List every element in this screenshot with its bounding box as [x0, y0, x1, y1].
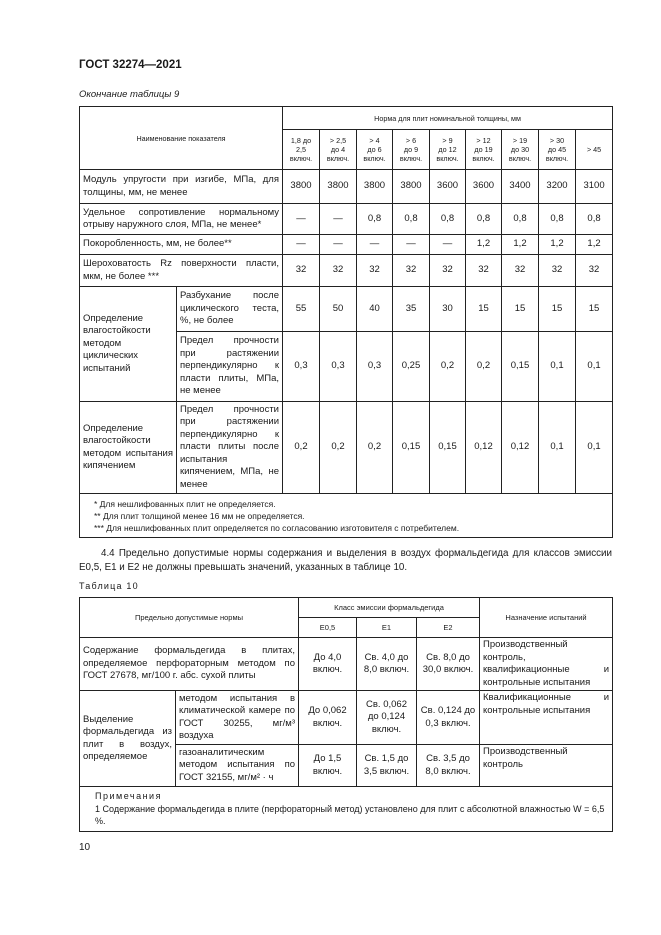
table-row: [80, 204, 613, 235]
document-header: ГОСТ 32274—2021: [79, 59, 182, 71]
cell-value: Св. 1,5 до 3,5 включ.: [357, 745, 417, 787]
notes-title: Примечания: [95, 791, 162, 801]
row-label: Покоробленность, мм, не более**: [80, 235, 283, 255]
section-paragraph: 4.4 Предельно допустимые нормы содержания и выделения в воздух формальдегида для классов эмиссии Е0,5, Е1 и Е2 не должны превышать значений, указанных в таблице 10.: [79, 548, 612, 573]
col-header-thickness: 1,8 до 2,5 включ.: [283, 130, 320, 170]
cell-value: 32: [430, 255, 466, 287]
cell-value: 40: [357, 287, 393, 332]
cell-value: 0,1: [539, 332, 576, 402]
group-label: Определение влагостойкости методом испытания кипячением: [80, 402, 177, 494]
cell-value: 0,2: [430, 332, 466, 402]
cell-value: 1,2: [466, 235, 502, 255]
group-label: Определение влагостойкости методом циклических испытаний: [80, 287, 177, 402]
cell-value: 3600: [430, 170, 466, 204]
row-label: Разбухание после циклического теста, %, не более: [177, 287, 283, 332]
table-row: [80, 402, 613, 494]
cell-value: 3600: [466, 170, 502, 204]
cell-value: 32: [502, 255, 539, 287]
cell-value: 32: [576, 255, 613, 287]
cell-value: 3800: [357, 170, 393, 204]
cell-value: 32: [393, 255, 430, 287]
cell-value: Св. 4,0 до 8,0 включ.: [357, 638, 417, 691]
row-label: Предел прочности при растяжении перпендикулярно к пласти плиты, МПа, не менее: [177, 332, 283, 402]
group-label: Выделение формальдегида из плит в воздух, определяемое: [80, 691, 176, 787]
table-row: [80, 638, 613, 691]
table-row: [80, 287, 613, 332]
cell-value: 0,8: [466, 204, 502, 235]
table-row: [80, 170, 613, 204]
cell-value: 0,1: [539, 402, 576, 494]
cell-value: —: [393, 235, 430, 255]
cell-value: —: [283, 235, 320, 255]
cell-value: 3400: [502, 170, 539, 204]
row-label: Шероховатость Rz поверхности пласти, мкм, не более ***: [80, 255, 283, 287]
cell-value: 3200: [539, 170, 576, 204]
row-label: Удельное сопротивление нормальному отрыву наружного слоя, МПа, не менее*: [80, 204, 283, 235]
cell-value: 0,2: [320, 402, 357, 494]
cell-value: 0,3: [320, 332, 357, 402]
col-header-class: Е0,5: [299, 618, 357, 638]
cell-value: 32: [283, 255, 320, 287]
cell-value: 0,15: [430, 402, 466, 494]
footnote: *** Для нешлифованных плит определяется по согласованию изготовителя с потребителем.: [94, 522, 460, 533]
cell-value: 0,15: [502, 332, 539, 402]
cell-value: 1,2: [539, 235, 576, 255]
cell-value: 3800: [320, 170, 357, 204]
cell-value: —: [320, 204, 357, 235]
col-header-class: Е1: [357, 618, 417, 638]
col-header-thickness: > 6 до 9 включ.: [393, 130, 430, 170]
col-header-thickness: > 30 до 45 включ.: [539, 130, 576, 170]
cell-value: —: [357, 235, 393, 255]
cell-value: Св. 0,124 до 0,3 включ.: [417, 691, 480, 745]
cell-value: 3100: [576, 170, 613, 204]
row-label: газоаналитическим методом испытания по ГОСТ 32155, мг/м² · ч: [176, 745, 299, 787]
purpose-cell: Производственный контроль: [480, 745, 613, 787]
cell-value: 1,2: [502, 235, 539, 255]
cell-value: До 1,5 включ.: [299, 745, 357, 787]
col-header-class: Е2: [417, 618, 480, 638]
col-header-norm-group: Норма для плит номинальной толщины, мм: [283, 107, 613, 130]
cell-value: 15: [539, 287, 576, 332]
row-label: методом испытания в климатической камере по ГОСТ 30255, мг/м³ воздуха: [176, 691, 299, 745]
table10-notes: [80, 787, 613, 832]
cell-value: 15: [502, 287, 539, 332]
cell-value: 0,8: [539, 204, 576, 235]
footnote: * Для нешлифованных плит не определяется.: [94, 498, 276, 509]
col-header-thickness: > 12 до 19 включ.: [466, 130, 502, 170]
cell-value: 55: [283, 287, 320, 332]
cell-value: 0,2: [283, 402, 320, 494]
col-header-class-group: Класс эмиссии формальдегида: [299, 598, 480, 618]
cell-value: 32: [320, 255, 357, 287]
cell-value: До 0,062 включ.: [299, 691, 357, 745]
cell-value: 0,3: [357, 332, 393, 402]
cell-value: 35: [393, 287, 430, 332]
cell-value: 1,2: [576, 235, 613, 255]
cell-value: 0,8: [576, 204, 613, 235]
cell-value: 32: [539, 255, 576, 287]
cell-value: Св. 3,5 до 8,0 включ.: [417, 745, 480, 787]
cell-value: 0,2: [466, 332, 502, 402]
col-header-norms: Предельно допустимые нормы: [80, 598, 299, 638]
cell-value: 0,25: [393, 332, 430, 402]
table-10: [79, 597, 613, 832]
cell-value: Св. 8,0 до 30,0 включ.: [417, 638, 480, 691]
purpose-cell: Производственный контроль, квалификационные и контрольные испытания: [480, 638, 613, 691]
table9-notes: [80, 494, 613, 538]
cell-value: 3800: [283, 170, 320, 204]
cell-value: 0,1: [576, 332, 613, 402]
cell-value: 0,1: [576, 402, 613, 494]
cell-value: 3800: [393, 170, 430, 204]
cell-value: 0,8: [430, 204, 466, 235]
cell-value: —: [430, 235, 466, 255]
cell-value: 0,8: [357, 204, 393, 235]
cell-value: 32: [466, 255, 502, 287]
table-row: [80, 235, 613, 255]
col-header-thickness: > 9 до 12 включ.: [430, 130, 466, 170]
purpose-cell: Квалификационные и контрольные испытания: [480, 691, 613, 745]
col-header-thickness: > 4 до 6 включ.: [357, 130, 393, 170]
cell-value: 32: [357, 255, 393, 287]
col-header-thickness: > 45: [576, 130, 613, 170]
row-label: Модуль упругости при изгибе, МПа, для толщины, мм, не менее: [80, 170, 283, 204]
note-item: 1 Содержание формальдегида в плите (перфораторный метод) установлено для плит с абсолютной влажностью W = 6,5 %.: [95, 803, 605, 826]
col-header-thickness: > 19 до 30 включ.: [502, 130, 539, 170]
cell-value: 0,2: [357, 402, 393, 494]
cell-value: 0,3: [283, 332, 320, 402]
cell-value: 50: [320, 287, 357, 332]
cell-value: 0,8: [393, 204, 430, 235]
row-label: Содержание формальдегида в плитах, определяемое перфораторным методом по ГОСТ 27678, мг/100 г. абс. сухой плиты: [80, 638, 299, 691]
table10-caption: Таблица 10: [79, 581, 139, 591]
table-row: [80, 255, 613, 287]
col-header-indicator: Наименование показателя: [80, 107, 283, 170]
col-header-purpose: Назначение испытаний: [480, 598, 613, 638]
col-header-thickness: > 2,5 до 4 включ.: [320, 130, 357, 170]
footnote: ** Для плит толщиной менее 16 мм не определяется.: [94, 510, 305, 521]
table-9: [79, 106, 613, 538]
cell-value: 0,12: [466, 402, 502, 494]
cell-value: 15: [576, 287, 613, 332]
cell-value: 0,15: [393, 402, 430, 494]
cell-value: 15: [466, 287, 502, 332]
row-label: Предел прочности при растяжении перпендикулярно к пласти плиты после испытания кипячением, МПа, не менее: [177, 402, 283, 494]
cell-value: —: [320, 235, 357, 255]
cell-value: 0,12: [502, 402, 539, 494]
table-row: [80, 691, 613, 745]
page-number: 10: [79, 842, 91, 853]
cell-value: —: [283, 204, 320, 235]
cell-value: 30: [430, 287, 466, 332]
cell-value: 0,8: [502, 204, 539, 235]
cell-value: Св. 0,062 до 0,124 включ.: [357, 691, 417, 745]
cell-value: До 4,0 включ.: [299, 638, 357, 691]
table9-caption: Окончание таблицы 9: [79, 89, 180, 100]
